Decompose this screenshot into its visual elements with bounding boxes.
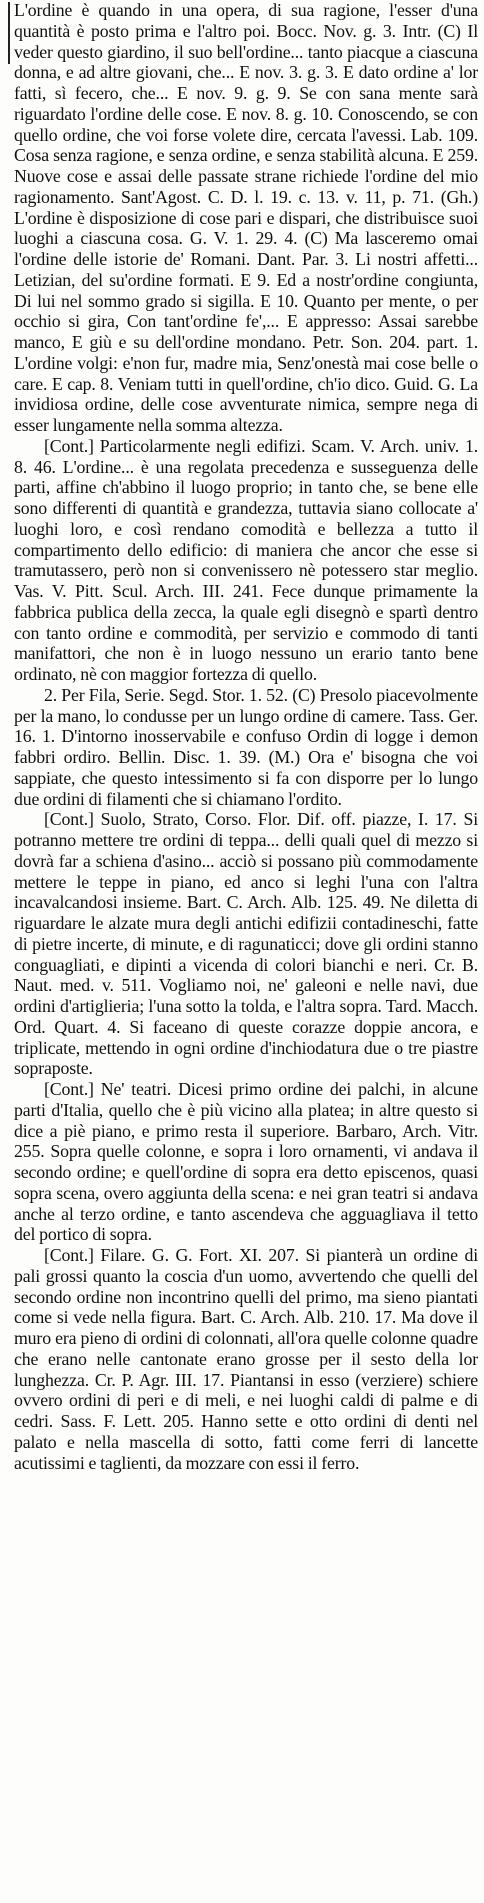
paragraph-edifizi: [Cont.] Particolarmente negli edifizi. Scam. V. Arch. univ. 1. 8. 46. L'ordine... è una regolata precedenza e susseguenza delle parti, affine ch'abbino il luogo proprio; in tanto che, se bene elle sono differenti di quantità e grandezza, tuttavia siano collocate a' luoghi loro, e così rendano comodità e bellezza a tutto il compartimento dello edificio: di maniera che ancor che esse si tramutassero, però non si convenissero nè potessero star meglio. Vas. V. Pitt. Scul. Arch. III. 241. Fece dunque primamente la fabbrica publica della zecca, la quale egli disegnò e spartì dentro con tanto ordine e commodità, per servizio e commodo di tanti manifattori, che non è in luogo nessuno un erario tanto bene ordinato, nè con maggior fortezza di quello. xyxy=(14,435,478,684)
paragraph-suolo-strato: [Cont.] Suolo, Strato, Corso. Flor. Dif. off. piazze, I. 17. Si potranno mettere tre ordini di teppa... delli quali quel di mezzo si dovrà far a schiena d'asino... acciò si possano più commodamente mettere le teppe in piano, ed anco si leghi l'una con l'altra incavalcandosi insieme. Bart. C. Arch. Alb. 125. 49. Ne diletta di riguardare le alzate mura degli antichi edifizii contadineschi, fatte di pietre incerte, di minute, e di ragunaticci; dove gli ordini stanno conguagliati, e dipinti a vicenda di colori bianchi e neri. Cr. B. Naut. med. v. 511. Vogliamo noi, ne' galeoni e nelle navi, due ordini d'artiglieria; l'una sotto la tolda, e l'altra sopra. Tard. Macch. Ord. Quart. 4. Si faceano di queste corazze doppie ancora, e triplicate, mettendo in ogni ordine d'inchiodatura due o tre piastre sopraposte. xyxy=(14,809,478,1079)
paragraph-fila-serie: 2. Per Fila, Serie. Segd. Stor. 1. 52. (C) Presolo piacevolmente per la mano, lo condusse per un lungo ordine di camere. Tass. Ger. 16. 1. D'intorno inosservabile e confuso Ordin di logge i demon fabbri ordiro. Bellin. Disc. 1. 39. (M.) Ora e' bisogna che voi sappiate, che questo intessimento si fa con disporre per lo lungo due ordini di filamenti che si chiamano l'ordito. xyxy=(14,684,478,809)
text-column xyxy=(14,0,478,1473)
paragraph-teatri: [Cont.] Ne' teatri. Dicesi primo ordine dei palchi, in alcune parti d'Italia, quello che è più vicino alla platea; in altre questo si dice a piè piano, e primo resta il superiore. Barbaro, Arch. Vitr. 255. Sopra quelle colonne, e sopra i loro ornamenti, vi andava il secondo ordine; e quell'ordine di sopra era detto episcenos, quasi sopra scena, overo aggiunta della scena: e nei gran teatri si andava anche al terzo ordine, e tanto ascendeva che agguagliava il tetto del portico di sopra. xyxy=(14,1079,478,1245)
paragraph-definition: L'ordine è quando in una opera, di sua ragione, l'esser d'una quantità è posto prima e l'altro poi. Bocc. Nov. g. 3. Intr. (C) Il veder questo giardino, il suo bell'ordine... tanto piacque a ciascuna donna, e ad altre giovani, che... E nov. 3. g. 3. E dato ordine a' lor fatti, sì fecero, che... E nov. 9. g. 9. Se con sana mente sarà riguardato l'ordine delle cose. E nov. 8. g. 10. Conoscendo, se con quello ordine, che voi forse volete dire, cercata l'avessi. Lab. 109. Cosa senza ragione, e senza ordine, e senza stabilità alcuna. E 259. Nuove cose e assai delle passate strane richiede l'ordine del mio ragionamento. Sant'Agost. C. D. l. 19. c. 13. v. 11, p. 71. (Gh.) L'ordine è disposizione di cose pari e dispari, che distribuisce suoi luoghi a ciascuna cosa. G. V. 1. 29. 4. (C) Ma lasceremo omai l'ordine delle istorie de' Romani. Dant. Par. 3. Li nostri affetti... Letizian, del su'ordine formati. E 9. Ed a nostr'ordine congiunta, Di lui nel sommo grado si sigilla. E 10. Quanto per mente, o per occhio si gira, Con tant'ordine fe',... E appresso: Assai sarebbe manco, E giù e su dell'ordine mondano. Petr. Son. 204. part. 1. L'ordine volgi: e'non fur, madre mia, Senz'onestà mai cose belle o care. E cap. 8. Veniam tutti in quell'ordine, ch'io dico. Guid. G. La invidiosa ordine, delle cose avventurate nimica, sempre nega di esser lungamente nella somma altezza. xyxy=(14,0,478,435)
paragraph-filare: [Cont.] Filare. G. G. Fort. XI. 207. Si pianterà un ordine di pali grossi quanto la coscia d'un uomo, avvertendo che quelli del secondo ordine non incontrino quelli del primo, ma sieno piantati come si vede nella figura. Bart. C. Arch. Alb. 210. 17. Ma dove il muro era pieno di ordini di colonnati, all'ora quelle colonne quadre che erano nelle cantonate erano grosse per il sesto della lor lunghezza. Cr. P. Agr. III. 17. Piantansi in esso (verziere) schiere ovvero ordini di peri e di meli, e nei luoghi caldi di palme e di cedri. Sass. F. Lett. 205. Hanno sette e otto ordini di denti nel palato e nella mascella di sotto, fatti come ferri di lancette acutissimi e taglienti, da mozzare con essi il ferro. xyxy=(14,1245,478,1473)
margin-rule xyxy=(8,2,10,64)
